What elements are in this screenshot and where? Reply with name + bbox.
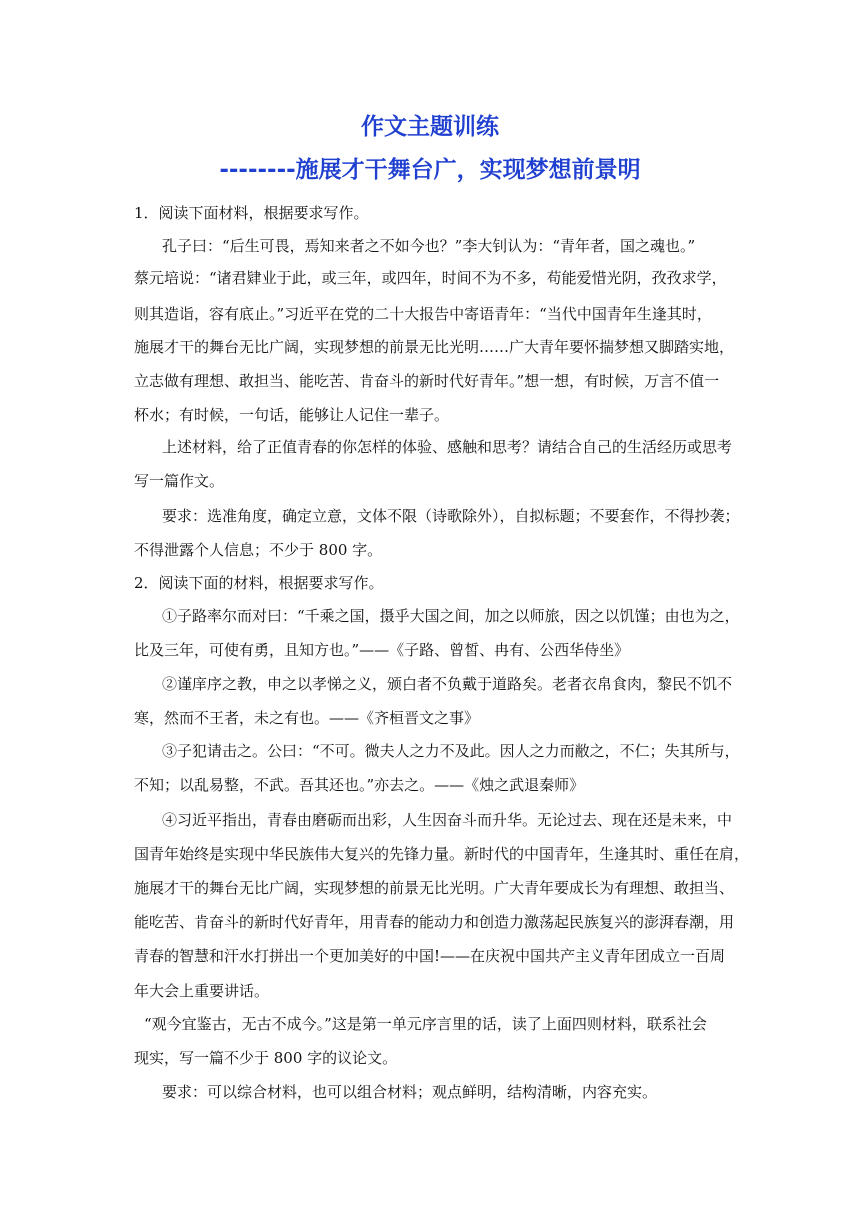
q2-material-4-line: 能吃苦、肯奋斗的新时代好青年，用青春的能动力和创造力激荡起民族复兴的澎湃春潮，用 (134, 913, 735, 931)
q1-prompt-line: 写一篇作文。 (134, 472, 225, 490)
q1-material-line: 蔡元培说：“诸君肄业于此，或三年，或四年，时间不为不多，苟能爱惜光阴，孜孜求学， (134, 269, 727, 287)
q2-material-4-line: 国青年始终是实现中华民族伟大复兴的先锋力量。新时代的中国青年，生逢其时、重任在肩， (134, 845, 750, 863)
q2-prompt-line: “观今宜鉴古，无古不成今。”这是第一单元序言里的话，读了上面四则材料，联系社会 (144, 1015, 707, 1033)
q1-heading: 1．阅读下面材料，根据要求写作。 (134, 204, 369, 222)
q2-prompt-line: 现实，写一篇不少于 800 字的议论文。 (134, 1049, 398, 1067)
q2-material-4-line: 年大会上重要讲话。 (134, 982, 270, 1000)
q1-prompt-line: 上述材料，给了正值青春的你怎样的体验、感触和思考？请结合自己的生活经历或思考 (162, 438, 733, 456)
q2-material-2-line: ②谨庠序之教，申之以孝悌之义，颁白者不负戴于道路矣。老者衣帛食肉，黎民不饥不 (162, 675, 733, 693)
q1-material-line: 施展才干的舞台无比广阔，实现梦想的前景无比光明……广大青年要怀揣梦想又脚踏实地， (134, 338, 735, 356)
q1-material-line: 立志做有理想、敢担当、能吃苦、肯奋斗的新时代好青年。”想一想，有时候，万言不值一 (134, 372, 720, 390)
q1-material-line: 孔子曰：“后生可畏，焉知来者之不如今也？”李大钊认为：“青年者，国之魂也。” (162, 237, 696, 255)
q2-heading: 2．阅读下面的材料，根据要求写作。 (134, 574, 384, 592)
q2-material-4-line: ④习近平指出，青春由磨砺而出彩，人生因奋斗而升华。无论过去、现在还是未来，中 (162, 811, 733, 829)
q1-material-line: 则其造诣，容有底止。”习近平在党的二十大报告中寄语青年：“当代中国青年生逢其时， (134, 305, 712, 323)
q2-material-1-line: ①子路率尔而对曰：“千乘之国，摄乎大国之间，加之以师旅，因之以饥馑；由也为之， (162, 607, 740, 625)
q2-material-4-line: 青春的智慧和汗水打拼出一个更加美好的中国!——在庆祝中国共产主义青年团成立一百周 (134, 947, 726, 965)
q2-material-4-line: 施展才干的舞台无比广阔，实现梦想的前景无比光明。广大青年要成长为有理想、敢担当、 (134, 879, 735, 897)
document-title: 作文主题训练 (361, 114, 499, 140)
q2-material-2-line: 寒，然而不王者，未之有也。——《齐桓晋文之事》 (134, 709, 480, 727)
q1-requirement-line: 不得泄露个人信息；不少于 800 字。 (134, 541, 383, 559)
document-subtitle: --------施展才干舞台广，实现梦想前景明 (219, 157, 641, 183)
q2-material-1-line: 比及三年，可使有勇，且知方也。”——《子路、曾皙、冉有、公西华侍坐》 (134, 641, 630, 659)
q2-material-3-line: ③子犯请击之。公曰：“不可。微夫人之力不及此。因人之力而敝之，不仁；失其所与， (162, 742, 740, 760)
q1-requirement-line: 要求：选准角度，确定立意，文体不限（诗歌除外），自拟标题；不要套作，不得抄袭； (162, 507, 740, 525)
q2-material-3-line: 不知；以乱易整，不武。吾其还也。”亦去之。——《烛之武退秦师》 (134, 776, 585, 794)
q1-material-line: 杯水；有时候，一句话，能够让人记住一辈子。 (134, 406, 450, 424)
q2-requirement-line: 要求：可以综合材料，也可以组合材料；观点鲜明，结构清晰，内容充实。 (162, 1083, 658, 1101)
